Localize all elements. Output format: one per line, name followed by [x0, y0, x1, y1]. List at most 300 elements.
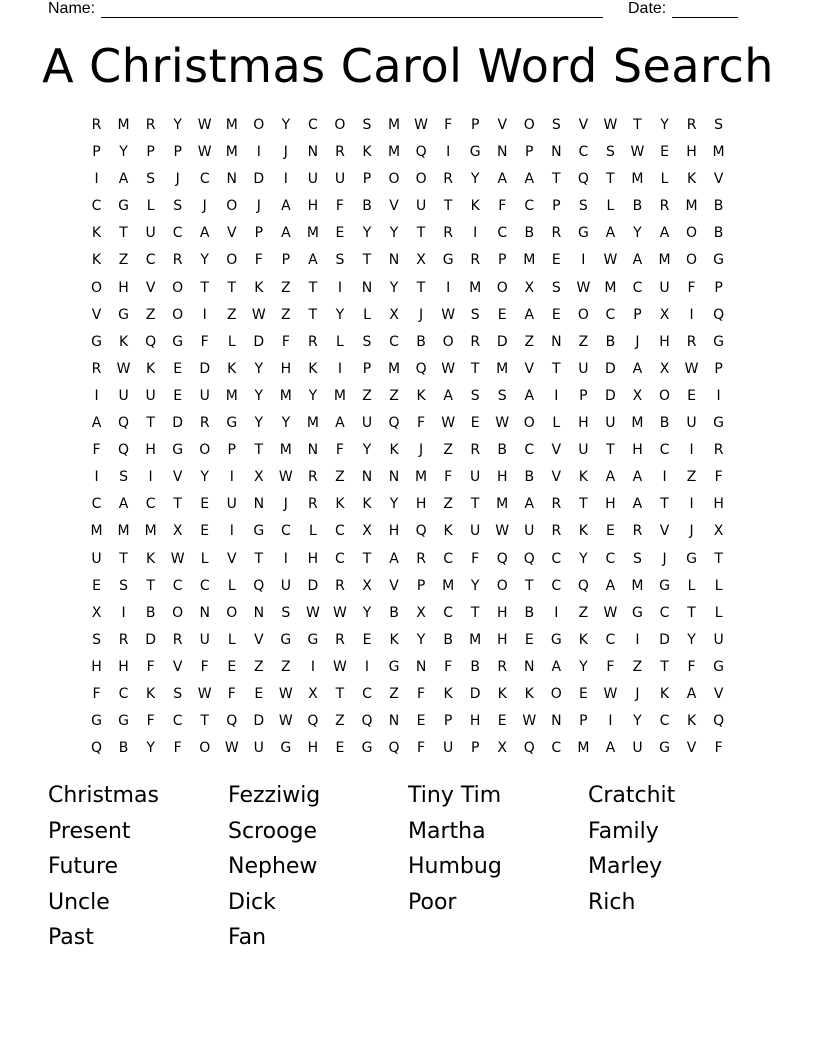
grid-letter[interactable]: M — [225, 144, 238, 161]
grid-letter[interactable]: Y — [254, 415, 264, 432]
grid-letter[interactable]: Q — [415, 523, 427, 540]
grid-letter[interactable]: I — [473, 225, 478, 242]
grid-letter[interactable]: H — [496, 631, 508, 648]
grid-letter[interactable]: B — [659, 415, 670, 432]
grid-letter[interactable]: T — [443, 198, 453, 215]
grid-letter[interactable]: T — [552, 171, 561, 188]
grid-letter[interactable]: C — [605, 631, 616, 648]
grid-letter[interactable]: U — [118, 387, 129, 404]
grid-letter[interactable]: U — [91, 550, 102, 567]
grid-letter[interactable]: C — [551, 577, 562, 594]
grid-letter[interactable]: M — [306, 415, 319, 432]
grid-letter[interactable]: K — [497, 685, 507, 702]
grid-letter[interactable]: U — [470, 469, 481, 486]
grid-letter[interactable]: C — [605, 306, 616, 323]
grid-letter[interactable]: W — [197, 144, 212, 161]
grid-letter[interactable]: I — [554, 387, 559, 404]
grid-letter[interactable]: W — [333, 604, 347, 621]
grid-letter[interactable]: M — [631, 415, 644, 432]
grid-letter[interactable]: F — [254, 252, 263, 269]
grid-letter[interactable]: T — [660, 496, 669, 513]
grid-letter[interactable]: I — [229, 469, 234, 486]
grid-letter[interactable]: L — [227, 333, 236, 350]
grid-letter[interactable]: C — [145, 252, 156, 269]
grid-letter[interactable]: R — [308, 496, 318, 513]
grid-letter[interactable]: R — [145, 117, 156, 133]
grid-letter[interactable]: U — [578, 442, 589, 459]
grid-letter[interactable]: R — [308, 333, 318, 350]
grid-letter[interactable]: G — [172, 442, 184, 459]
grid-letter[interactable]: N — [551, 333, 562, 350]
grid-letter[interactable]: S — [119, 577, 129, 594]
grid-letter[interactable]: C — [497, 225, 508, 242]
grid-letter[interactable]: H — [280, 360, 292, 377]
grid-letter[interactable]: I — [94, 469, 99, 486]
grid-letter[interactable]: C — [335, 550, 345, 567]
grid-letter[interactable]: W — [278, 713, 293, 730]
grid-letter[interactable]: O — [686, 252, 698, 269]
grid-letter[interactable]: T — [335, 685, 345, 702]
grid-letter[interactable]: J — [202, 198, 207, 215]
grid-letter[interactable]: A — [605, 740, 616, 757]
grid-letter[interactable]: X — [172, 523, 183, 540]
grid-letter[interactable]: M — [631, 171, 644, 188]
grid-letter[interactable]: Y — [633, 713, 642, 730]
grid-letter[interactable]: U — [686, 415, 697, 432]
grid-letter[interactable]: U — [470, 523, 481, 540]
grid-letter[interactable]: V — [713, 171, 724, 188]
grid-letter[interactable]: Y — [579, 550, 588, 567]
grid-letter[interactable]: G — [361, 740, 373, 757]
grid-letter[interactable]: U — [280, 577, 291, 594]
grid-letter[interactable]: O — [658, 387, 671, 404]
grid-letter[interactable]: G — [91, 713, 102, 730]
grid-letter[interactable]: P — [173, 144, 182, 161]
grid-letter[interactable]: M — [333, 387, 346, 404]
grid-letter[interactable]: L — [146, 198, 155, 215]
grid-letter[interactable]: G — [659, 740, 670, 757]
grid-letter[interactable]: X — [389, 306, 399, 323]
grid-letter[interactable]: C — [605, 550, 616, 567]
grid-letter[interactable]: S — [362, 117, 372, 133]
grid-letter[interactable]: U — [145, 225, 156, 242]
grid-letter[interactable]: S — [335, 252, 345, 269]
grid-letter[interactable]: I — [283, 171, 288, 188]
grid-letter[interactable]: V — [172, 658, 183, 675]
grid-letter[interactable]: V — [389, 198, 399, 215]
grid-letter[interactable]: Y — [389, 496, 399, 513]
grid-letter[interactable]: G — [686, 550, 697, 567]
grid-letter[interactable]: W — [278, 685, 293, 702]
grid-letter[interactable]: D — [659, 631, 670, 648]
grid-letter[interactable]: C — [659, 713, 670, 730]
grid-letter[interactable]: H — [118, 279, 129, 296]
grid-letter[interactable]: H — [307, 198, 319, 215]
grid-letter[interactable]: K — [91, 252, 102, 269]
grid-letter[interactable]: D — [253, 713, 265, 730]
grid-letter[interactable]: U — [605, 415, 616, 432]
grid-letter[interactable]: F — [417, 685, 426, 702]
grid-letter[interactable]: L — [227, 631, 236, 648]
grid-letter[interactable]: Y — [200, 252, 209, 269]
grid-letter[interactable]: J — [662, 550, 667, 567]
grid-letter[interactable]: K — [578, 631, 588, 648]
grid-letter[interactable]: M — [225, 117, 238, 133]
grid-letter[interactable]: T — [119, 550, 128, 567]
grid-letter[interactable]: M — [306, 225, 319, 242]
grid-letter[interactable]: X — [308, 685, 318, 702]
grid-letter[interactable]: R — [91, 117, 102, 133]
grid-letter[interactable]: I — [446, 279, 451, 296]
grid-letter[interactable]: C — [172, 225, 183, 242]
grid-letter[interactable]: K — [389, 631, 399, 648]
grid-letter[interactable]: Y — [362, 442, 372, 459]
grid-letter[interactable]: V — [659, 523, 670, 540]
grid-letter[interactable]: S — [173, 198, 183, 215]
grid-letter[interactable]: E — [687, 387, 696, 404]
grid-letter[interactable]: W — [522, 713, 537, 730]
grid-letter[interactable]: O — [442, 333, 454, 350]
grid-letter[interactable]: U — [199, 631, 210, 648]
grid-letter[interactable]: D — [496, 333, 508, 350]
grid-letter[interactable]: R — [335, 144, 345, 161]
grid-letter[interactable]: U — [713, 631, 724, 648]
grid-letter[interactable]: T — [254, 442, 264, 459]
grid-letter[interactable]: C — [91, 496, 102, 513]
grid-letter[interactable]: G — [577, 225, 589, 242]
grid-letter[interactable]: U — [253, 740, 264, 757]
grid-letter[interactable]: T — [660, 658, 669, 675]
name-blank-line[interactable] — [101, 1, 603, 18]
grid-letter[interactable]: P — [254, 225, 264, 242]
grid-letter[interactable]: H — [605, 496, 616, 513]
grid-letter[interactable]: S — [633, 550, 642, 567]
grid-letter[interactable]: B — [362, 198, 372, 215]
grid-letter[interactable]: J — [283, 496, 288, 513]
grid-letter[interactable]: X — [416, 252, 426, 269]
grid-letter[interactable]: G — [172, 333, 184, 350]
grid-letter[interactable]: V — [713, 685, 724, 702]
grid-letter[interactable]: H — [632, 442, 643, 459]
grid-letter[interactable]: S — [470, 387, 480, 404]
grid-letter[interactable]: O — [686, 225, 698, 242]
grid-letter[interactable]: W — [603, 252, 618, 269]
grid-letter[interactable]: E — [578, 685, 588, 702]
grid-letter[interactable]: C — [172, 577, 183, 594]
grid-letter[interactable]: R — [470, 442, 481, 459]
grid-letter[interactable]: P — [92, 144, 101, 161]
grid-letter[interactable]: R — [335, 577, 345, 594]
grid-letter[interactable]: Q — [91, 740, 103, 757]
grid-letter[interactable]: M — [225, 387, 238, 404]
grid-letter[interactable]: L — [363, 306, 371, 323]
grid-letter[interactable]: P — [443, 713, 453, 730]
grid-letter[interactable]: T — [470, 496, 480, 513]
grid-letter[interactable]: I — [689, 442, 694, 459]
grid-letter[interactable]: E — [524, 631, 534, 648]
grid-letter[interactable]: N — [551, 144, 562, 161]
grid-letter[interactable]: U — [199, 387, 210, 404]
grid-letter[interactable]: N — [388, 469, 400, 486]
grid-letter[interactable]: U — [334, 171, 346, 188]
grid-letter[interactable]: F — [173, 740, 182, 757]
grid-letter[interactable]: Y — [470, 577, 480, 594]
grid-letter[interactable]: P — [714, 360, 723, 377]
grid-letter[interactable]: Z — [524, 333, 535, 350]
grid-letter[interactable]: T — [524, 577, 534, 594]
grid-letter[interactable]: B — [524, 469, 535, 486]
grid-letter[interactable]: W — [630, 144, 645, 161]
grid-letter[interactable]: A — [524, 496, 535, 513]
grid-letter[interactable]: K — [308, 360, 318, 377]
grid-letter[interactable]: F — [335, 198, 344, 215]
grid-letter[interactable]: I — [94, 387, 99, 404]
grid-letter[interactable]: F — [417, 740, 426, 757]
grid-letter[interactable]: N — [388, 713, 400, 730]
grid-letter[interactable]: S — [281, 604, 291, 621]
grid-letter[interactable]: B — [118, 740, 129, 757]
grid-letter[interactable]: B — [416, 333, 426, 350]
grid-letter[interactable]: U — [578, 360, 589, 377]
grid-letter[interactable]: R — [470, 252, 481, 269]
grid-letter[interactable]: H — [686, 144, 697, 161]
grid-letter[interactable]: T — [416, 225, 426, 242]
grid-letter[interactable]: I — [581, 252, 586, 269]
grid-letter[interactable]: M — [117, 117, 130, 133]
grid-letter[interactable]: L — [714, 577, 723, 594]
grid-letter[interactable]: Z — [118, 252, 129, 269]
grid-letter[interactable]: O — [550, 685, 562, 702]
grid-letter[interactable]: C — [551, 550, 562, 567]
grid-letter[interactable]: Q — [577, 577, 589, 594]
grid-letter[interactable]: H — [496, 604, 508, 621]
grid-letter[interactable]: U — [443, 740, 454, 757]
grid-letter[interactable]: Q — [226, 713, 238, 730]
grid-letter[interactable]: E — [254, 685, 264, 702]
grid-letter[interactable]: M — [387, 360, 401, 377]
grid-letter[interactable]: A — [443, 387, 453, 404]
grid-letter[interactable]: F — [714, 740, 723, 757]
grid-letter[interactable]: O — [226, 252, 238, 269]
grid-letter[interactable]: R — [118, 631, 129, 648]
grid-letter[interactable]: X — [91, 604, 102, 621]
grid-letter[interactable]: I — [148, 469, 153, 486]
grid-letter[interactable]: H — [713, 496, 724, 513]
grid-letter[interactable]: V — [91, 306, 102, 323]
grid-letter[interactable]: P — [281, 252, 291, 269]
grid-letter[interactable]: W — [603, 604, 618, 621]
grid-letter[interactable]: N — [199, 604, 210, 621]
grid-letter[interactable]: C — [551, 740, 562, 757]
grid-letter[interactable]: T — [119, 225, 128, 242]
grid-letter[interactable]: D — [145, 631, 156, 648]
grid-letter[interactable]: Q — [388, 415, 400, 432]
grid-letter[interactable]: K — [91, 225, 102, 242]
grid-letter[interactable]: G — [442, 252, 454, 269]
grid-letter[interactable]: Y — [470, 171, 480, 188]
grid-letter[interactable]: P — [525, 144, 534, 161]
grid-letter[interactable]: Y — [308, 387, 318, 404]
grid-letter[interactable]: D — [253, 171, 265, 188]
grid-letter[interactable]: R — [416, 550, 426, 567]
grid-letter[interactable]: K — [118, 333, 129, 350]
grid-letter[interactable]: R — [551, 523, 562, 540]
grid-letter[interactable]: C — [362, 685, 372, 702]
grid-letter[interactable]: O — [199, 442, 211, 459]
grid-letter[interactable]: T — [416, 279, 426, 296]
grid-letter[interactable]: C — [199, 171, 210, 188]
grid-letter[interactable]: V — [497, 117, 508, 133]
grid-letter[interactable]: T — [714, 550, 723, 567]
grid-letter[interactable]: Y — [660, 117, 669, 133]
grid-letter[interactable]: B — [145, 604, 156, 621]
grid-letter[interactable]: N — [524, 658, 535, 675]
grid-letter[interactable]: K — [578, 523, 588, 540]
grid-letter[interactable]: V — [524, 360, 535, 377]
grid-letter[interactable]: Y — [146, 740, 155, 757]
grid-letter[interactable]: S — [362, 333, 372, 350]
grid-letter[interactable]: M — [279, 442, 292, 459]
grid-letter[interactable]: J — [689, 523, 694, 540]
grid-letter[interactable]: Y — [254, 387, 264, 404]
grid-letter[interactable]: P — [362, 171, 372, 188]
grid-letter[interactable]: Q — [577, 171, 589, 188]
grid-letter[interactable]: V — [145, 279, 156, 296]
grid-letter[interactable]: O — [388, 171, 400, 188]
grid-letter[interactable]: A — [497, 171, 508, 188]
grid-letter[interactable]: D — [172, 415, 184, 432]
grid-letter[interactable]: N — [253, 604, 265, 621]
grid-letter[interactable]: M — [90, 523, 103, 540]
grid-letter[interactable]: P — [579, 387, 588, 404]
grid-letter[interactable]: S — [605, 144, 615, 161]
grid-letter[interactable]: E — [470, 415, 480, 432]
grid-letter[interactable]: G — [632, 604, 643, 621]
grid-letter[interactable]: J — [635, 685, 640, 702]
grid-letter[interactable]: T — [687, 604, 696, 621]
grid-letter[interactable]: T — [308, 279, 318, 296]
grid-letter[interactable]: V — [226, 225, 237, 242]
grid-letter[interactable]: U — [524, 523, 535, 540]
grid-letter[interactable]: Y — [119, 144, 128, 161]
grid-letter[interactable]: Y — [362, 604, 372, 621]
grid-letter[interactable]: F — [498, 198, 507, 215]
grid-letter[interactable]: Y — [173, 117, 182, 133]
grid-letter[interactable]: F — [444, 658, 453, 675]
grid-letter[interactable]: I — [337, 360, 343, 377]
grid-letter[interactable]: A — [605, 469, 616, 486]
grid-letter[interactable]: K — [578, 469, 588, 486]
grid-letter[interactable]: K — [524, 685, 534, 702]
grid-letter[interactable]: P — [714, 279, 723, 296]
grid-letter[interactable]: M — [469, 279, 482, 296]
grid-letter[interactable]: H — [578, 415, 589, 432]
grid-letter[interactable]: F — [200, 658, 209, 675]
grid-letter[interactable]: E — [200, 523, 210, 540]
grid-letter[interactable]: L — [227, 577, 236, 594]
grid-letter[interactable]: S — [551, 117, 561, 133]
grid-letter[interactable]: N — [496, 144, 508, 161]
grid-letter[interactable]: M — [631, 577, 644, 594]
grid-letter[interactable]: U — [632, 740, 643, 757]
grid-letter[interactable]: R — [470, 333, 481, 350]
grid-letter[interactable]: P — [470, 117, 480, 133]
grid-letter[interactable]: W — [197, 685, 212, 702]
grid-letter[interactable]: Z — [335, 713, 345, 730]
grid-letter[interactable]: F — [200, 333, 209, 350]
grid-letter[interactable]: Z — [281, 279, 291, 296]
grid-letter[interactable]: R — [632, 523, 643, 540]
grid-letter[interactable]: W — [333, 658, 347, 675]
grid-letter[interactable]: I — [689, 496, 694, 513]
grid-letter[interactable]: A — [389, 550, 399, 567]
grid-letter[interactable]: I — [554, 604, 559, 621]
grid-letter[interactable]: O — [523, 415, 535, 432]
grid-letter[interactable]: A — [632, 360, 643, 377]
grid-letter[interactable]: A — [199, 225, 210, 242]
grid-letter[interactable]: B — [605, 333, 616, 350]
grid-letter[interactable]: U — [659, 279, 670, 296]
grid-letter[interactable]: U — [307, 171, 319, 188]
grid-letter[interactable]: L — [606, 198, 615, 215]
grid-letter[interactable]: G — [713, 252, 725, 269]
grid-letter[interactable]: C — [199, 577, 210, 594]
grid-letter[interactable]: C — [524, 198, 535, 215]
grid-letter[interactable]: S — [714, 117, 724, 133]
grid-letter[interactable]: V — [172, 469, 183, 486]
grid-letter[interactable]: Y — [335, 306, 345, 323]
grid-letter[interactable]: M — [523, 252, 536, 269]
grid-letter[interactable]: K — [686, 171, 697, 188]
grid-letter[interactable]: E — [416, 713, 426, 730]
grid-letter[interactable]: I — [202, 306, 207, 323]
grid-letter[interactable]: A — [632, 496, 643, 513]
grid-letter[interactable]: K — [659, 685, 670, 702]
grid-letter[interactable]: T — [552, 360, 561, 377]
grid-letter[interactable]: W — [495, 523, 510, 540]
grid-letter[interactable]: A — [524, 306, 535, 323]
grid-letter[interactable]: E — [362, 631, 372, 648]
grid-letter[interactable]: R — [199, 415, 210, 432]
grid-letter[interactable]: C — [578, 144, 589, 161]
grid-letter[interactable]: B — [443, 631, 453, 648]
grid-letter[interactable]: O — [496, 279, 508, 296]
grid-letter[interactable]: Q — [713, 713, 725, 730]
grid-letter[interactable]: Z — [686, 469, 697, 486]
grid-letter[interactable]: A — [281, 198, 291, 215]
grid-letter[interactable]: L — [687, 577, 696, 594]
grid-letter[interactable]: F — [227, 685, 236, 702]
grid-letter[interactable]: O — [226, 604, 238, 621]
grid-letter[interactable]: O — [172, 279, 184, 296]
grid-letter[interactable]: I — [121, 604, 126, 621]
grid-letter[interactable]: J — [256, 198, 261, 215]
grid-letter[interactable]: T — [606, 442, 615, 459]
grid-letter[interactable]: A — [308, 252, 318, 269]
grid-letter[interactable]: M — [604, 279, 617, 296]
grid-letter[interactable]: Q — [415, 360, 427, 377]
grid-letter[interactable]: Y — [254, 360, 264, 377]
grid-letter[interactable]: V — [254, 631, 264, 648]
grid-letter[interactable]: I — [364, 658, 370, 675]
grid-letter[interactable]: C — [389, 333, 399, 350]
grid-letter[interactable]: U — [226, 496, 237, 513]
grid-letter[interactable]: S — [578, 198, 588, 215]
grid-letter[interactable]: Y — [281, 117, 291, 133]
grid-letter[interactable]: E — [497, 713, 507, 730]
grid-letter[interactable]: W — [197, 117, 212, 133]
grid-letter[interactable]: R — [686, 333, 697, 350]
